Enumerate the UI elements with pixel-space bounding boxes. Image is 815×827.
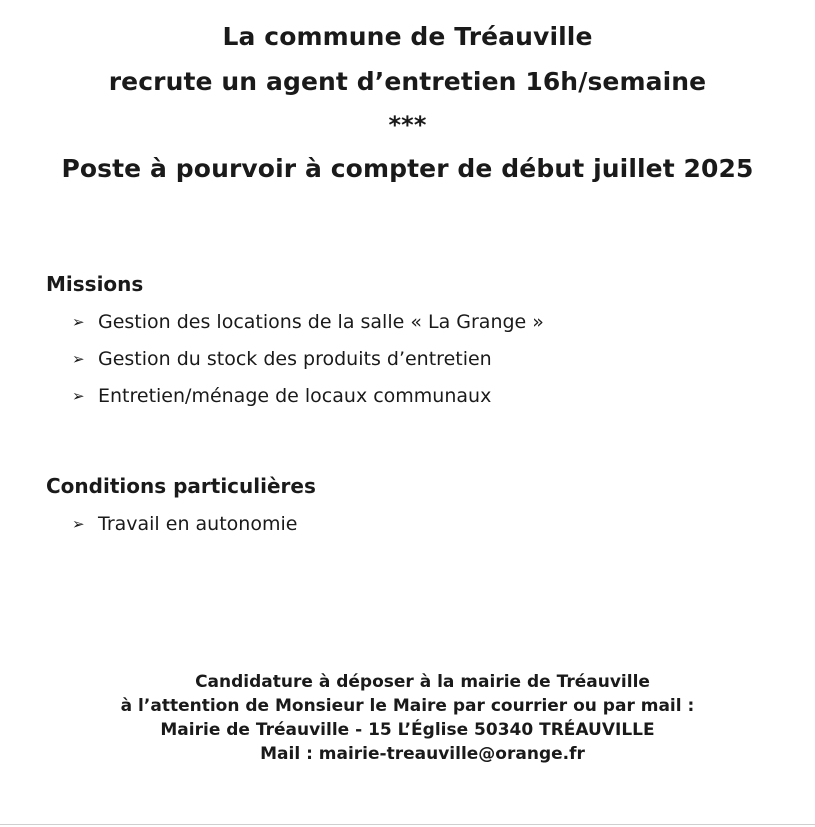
header-commune: La commune de Tréauville (222, 22, 593, 51)
scan-edge-divider (0, 824, 815, 825)
conditions-section (44, 472, 784, 543)
missions-section (44, 270, 784, 415)
list-item (72, 378, 784, 415)
arrow-bullet-icon: ➢ (72, 515, 85, 533)
condition-text: Travail en autonomie (98, 513, 298, 535)
header-start-date: Poste à pourvoir à compter de début juillet 2025 (61, 154, 754, 183)
conditions-title: Conditions particulières (46, 474, 316, 498)
arrow-bullet-icon: ➢ (72, 313, 85, 331)
conditions-list (44, 506, 784, 543)
header-separator: *** (388, 111, 427, 139)
list-item (72, 341, 784, 378)
footer-address: Mairie de Tréauville - 15 L’Église 50340 TRÉAUVILLE (160, 720, 655, 740)
list-item (72, 506, 784, 543)
mission-text: Gestion du stock des produits d’entretien (98, 348, 492, 370)
list-item (72, 304, 784, 341)
footer-attention: à l’attention de Monsieur le Maire par courrier ou par mail : (120, 696, 695, 716)
mission-text: Gestion des locations de la salle « La Grange » (98, 311, 544, 333)
footer-application: Candidature à déposer à la mairie de Tréauville (195, 672, 650, 692)
missions-list (44, 304, 784, 415)
missions-title: Missions (46, 272, 144, 296)
arrow-bullet-icon: ➢ (72, 350, 85, 368)
application-info (0, 670, 815, 766)
posting-header (0, 14, 815, 191)
header-recruitment: recrute un agent d’entretien 16h/semaine (108, 67, 707, 96)
mission-text: Entretien/ménage de locaux communaux (98, 385, 492, 407)
footer-email: Mail : mairie-treauville@orange.fr (260, 744, 585, 764)
arrow-bullet-icon: ➢ (72, 387, 85, 405)
